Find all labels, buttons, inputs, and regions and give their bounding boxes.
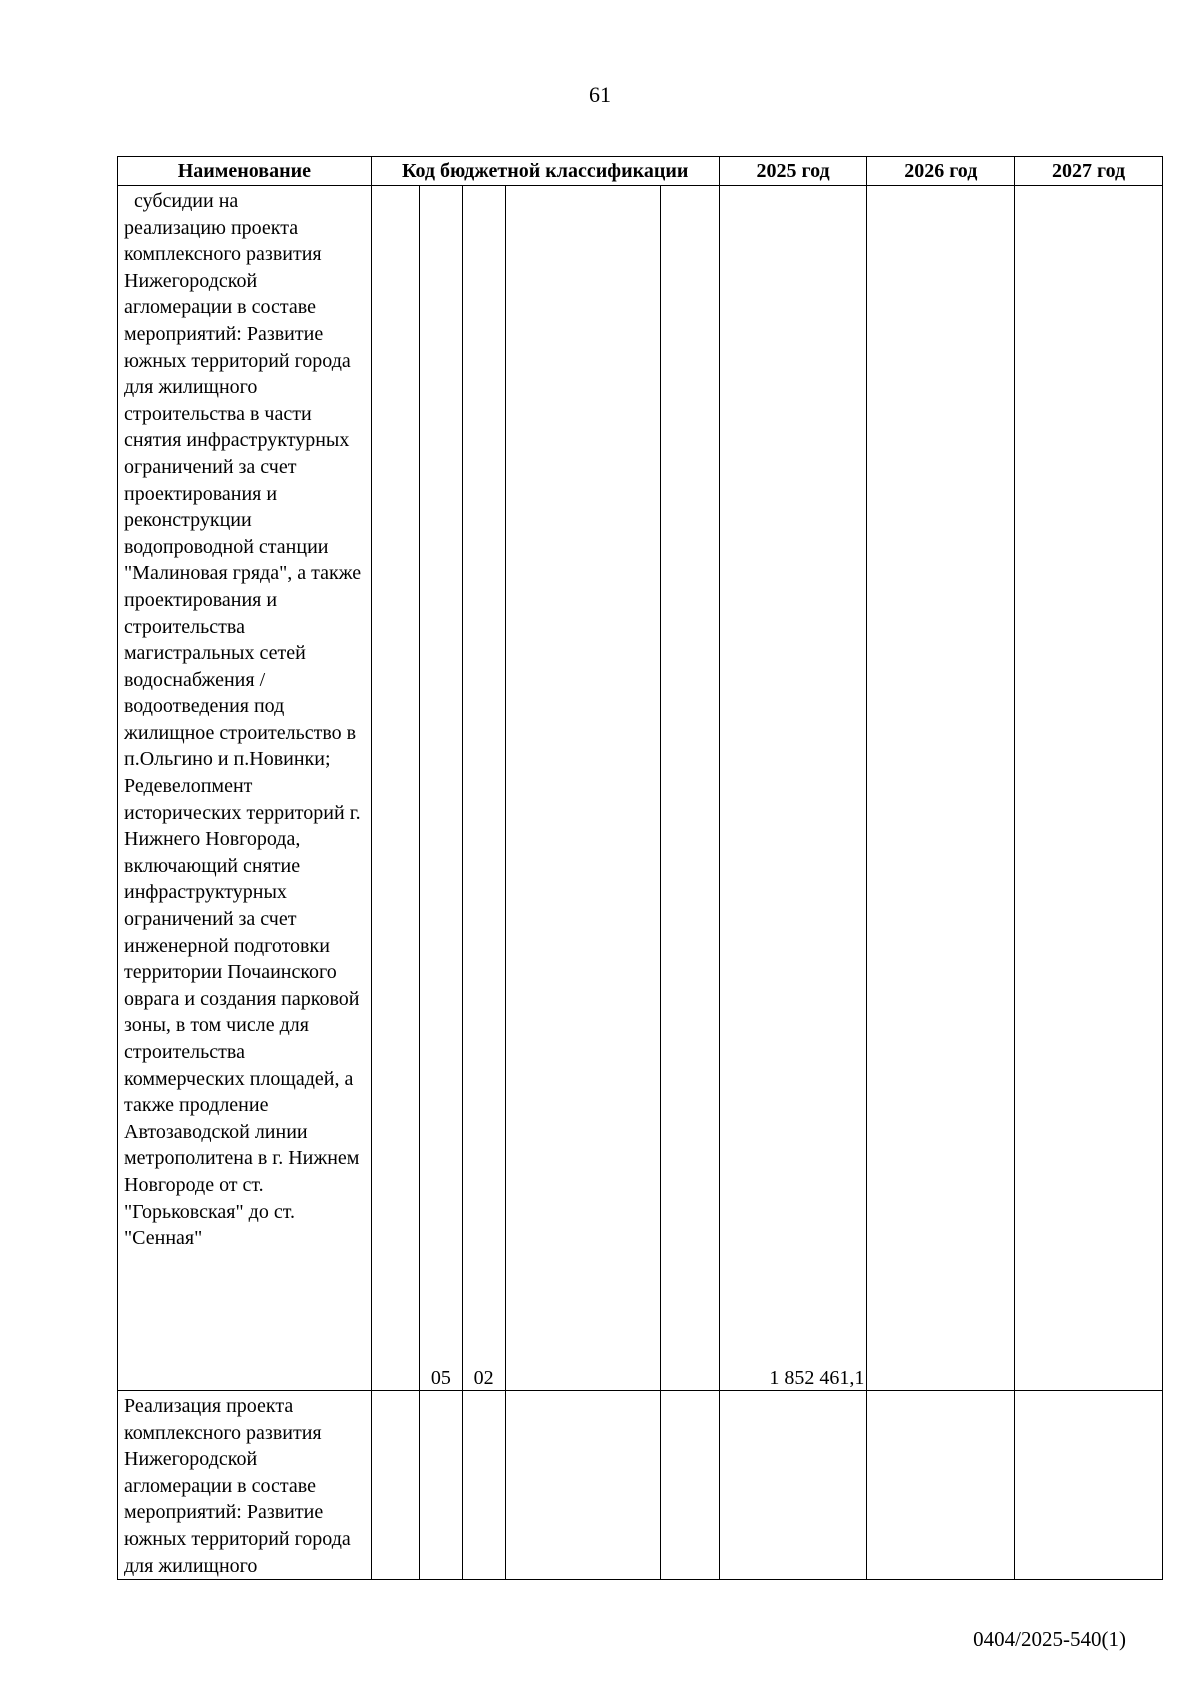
code-cell-target <box>505 186 660 1391</box>
table-header-row <box>118 157 1163 186</box>
amount-2026 <box>867 186 1015 1391</box>
code-cell-subsection: 02 <box>462 186 505 1391</box>
amount-2027 <box>1015 1391 1163 1580</box>
header-budget-code: Код бюджетной классификации <box>371 157 719 186</box>
page-number: 61 <box>589 82 611 107</box>
amount-2026 <box>867 1391 1015 1580</box>
budget-table <box>117 156 1163 1580</box>
row-name <box>118 186 372 1391</box>
table-row <box>118 1391 1163 1580</box>
code-cell-target <box>505 1391 660 1580</box>
table-row <box>118 186 1163 1391</box>
code-cell-1 <box>371 186 419 1391</box>
amount-2025: 1 852 461,1 <box>719 186 867 1391</box>
amount-2027 <box>1015 186 1163 1391</box>
code-cell-section: 05 <box>419 186 462 1391</box>
code-cell-subsection <box>462 1391 505 1580</box>
code-cell-type <box>660 186 719 1391</box>
code-cell-1 <box>371 1391 419 1580</box>
document-id: 0404/2025-540(1) <box>973 1627 1126 1651</box>
code-cell-type <box>660 1391 719 1580</box>
header-2026: 2026 год <box>867 157 1015 186</box>
code-cell-section <box>419 1391 462 1580</box>
amount-2025 <box>719 1391 867 1580</box>
row-name: Реализация проекта комплексного развития Нижегородской агломерации в составе мероприятий: Развитие южных территорий города для жилищного <box>118 1391 372 1580</box>
header-2025: 2025 год <box>719 157 867 186</box>
row-name-rest: реализацию проекта комплексного развития Нижегородской агломерации в составе мероприятий: Развитие южных территорий города для жилищного строительства в части снятия инфраструктурных ограничений за счет проектирования и реконструкции водопроводной станции "Малиновая гряда", а также проектирования и строительства магистральных сетей водоснабжения / водоотведения под жилищное строительство в п.Ольгино и п.Новинки; Редевелопмент исторических территорий г. Нижнего Новгорода, включающий снятие инфраструктурных ограничений за счет инженерной подготовки территории Почаинского оврага и создания парковой зоны, в том числе для строительства коммерческих площадей, а также продление Автозаводской линии метрополитена в г. Нижнем Новгороде от ст. "Горьковская" до ст. "Сенная" <box>124 216 362 1250</box>
header-name: Наименование <box>118 157 372 186</box>
header-2027: 2027 год <box>1015 157 1163 186</box>
row-name-first-line: субсидии на <box>134 190 239 212</box>
